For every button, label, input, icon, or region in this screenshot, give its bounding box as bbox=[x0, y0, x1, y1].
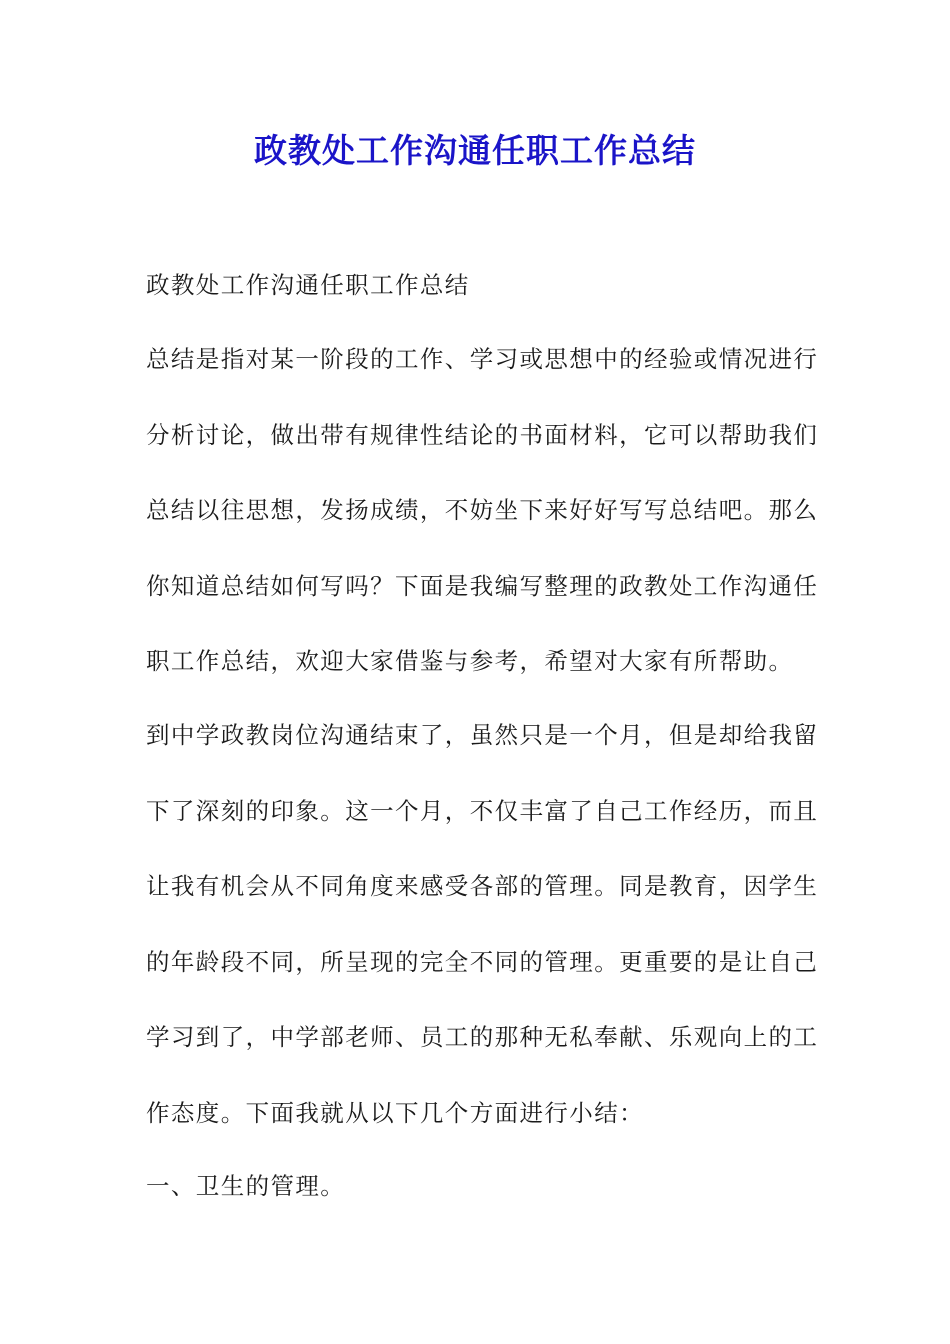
paragraph-1-line: 你知道总结如何写吗？下面是我编写整理的政教处工作沟通任 bbox=[146, 572, 819, 600]
paragraph-2-line: 学习到了，中学部老师、员工的那种无私奉献、乐观向上的工 bbox=[146, 1023, 819, 1051]
paragraph-2-line: 到中学政教岗位沟通结束了，虽然只是一个月，但是却给我留 bbox=[146, 721, 819, 749]
document-subtitle: 政教处工作沟通任职工作总结 bbox=[146, 271, 470, 299]
paragraph-2-line: 让我有机会从不同角度来感受各部的管理。同是教育，因学生 bbox=[146, 872, 819, 900]
paragraph-2-line: 下了深刻的印象。这一个月，不仅丰富了自己工作经历，而且 bbox=[146, 797, 819, 825]
paragraph-1-line: 职工作总结，欢迎大家借鉴与参考，希望对大家有所帮助。 bbox=[146, 647, 794, 675]
paragraph-1-line: 总结是指对某一阶段的工作、学习或思想中的经验或情况进行 bbox=[146, 345, 819, 373]
paragraph-1-line: 总结以往思想，发扬成绩，不妨坐下来好好写写总结吧。那么 bbox=[146, 496, 819, 524]
document-title: 政教处工作沟通任职工作总结 bbox=[254, 131, 696, 170]
paragraph-2-line: 的年龄段不同，所呈现的完全不同的管理。更重要的是让自己 bbox=[146, 948, 819, 976]
section-1-heading: 一、卫生的管理。 bbox=[146, 1172, 346, 1200]
paragraph-1-line: 分析讨论，做出带有规律性结论的书面材料，它可以帮助我们 bbox=[146, 421, 819, 449]
paragraph-2-line: 作态度。下面我就从以下几个方面进行小结： bbox=[146, 1099, 644, 1127]
